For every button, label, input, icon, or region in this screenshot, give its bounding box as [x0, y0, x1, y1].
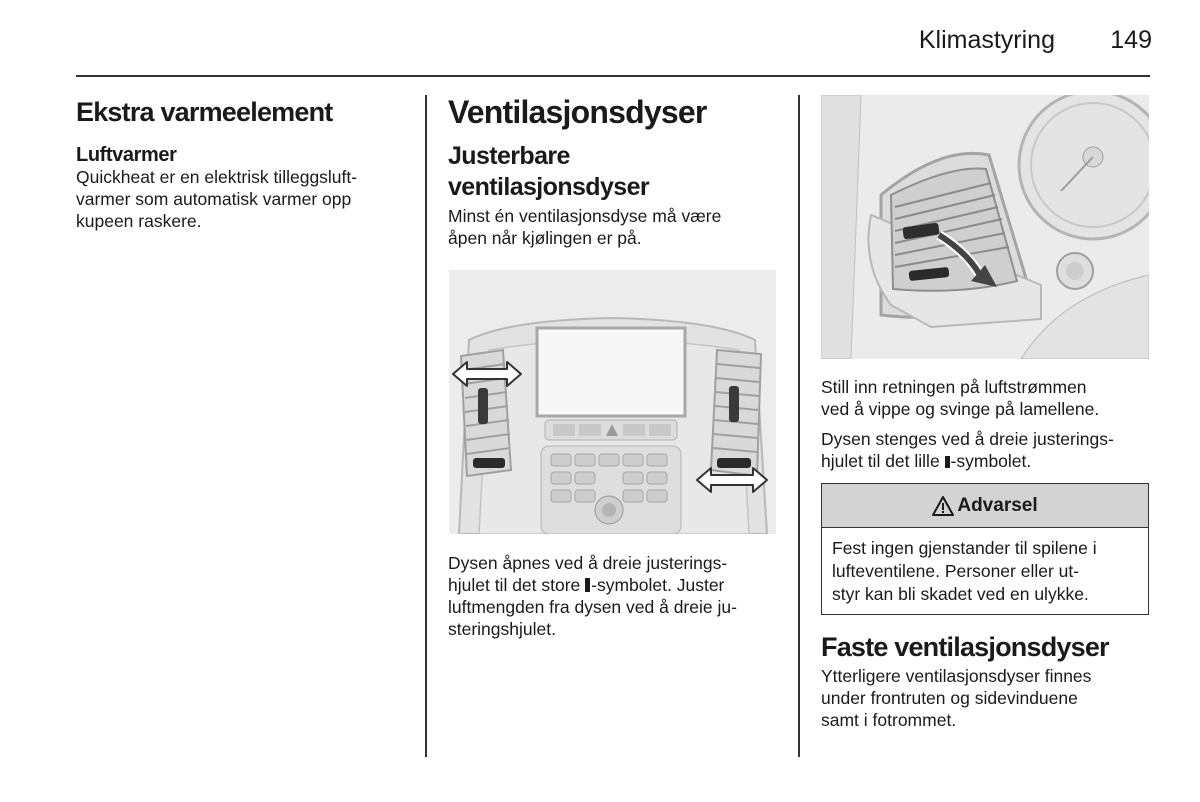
text-fragment: hjulet til det lille — [821, 451, 945, 471]
warning-line: Fest ingen gjenstander til spilene i — [832, 538, 1097, 558]
warning-triangle-icon — [932, 496, 954, 516]
subheading-air-heater: Luftvarmer — [76, 144, 177, 166]
warning-box — [821, 483, 1149, 615]
warning-title: Advarsel — [957, 494, 1038, 516]
page-number: 149 — [1110, 26, 1152, 54]
column-2-paragraph — [448, 552, 788, 640]
column-1 — [76, 96, 416, 232]
paragraph-line — [448, 574, 788, 596]
section-heading-extra-heater: Ekstra varmeelement — [76, 97, 333, 127]
section-heading-fixed-vents: Faste ventilasjonsdyser — [821, 632, 1109, 662]
paragraph-line: samt i fotrommet. — [821, 710, 957, 730]
vent-closeup-drawing — [821, 95, 1149, 359]
fixed-vents-section — [821, 631, 1151, 731]
warning-body — [822, 528, 1148, 614]
dashboard-vents-illustration — [449, 270, 776, 534]
column-divider-1 — [425, 95, 427, 757]
warning-line: lufteventilene. Personer eller ut- — [832, 561, 1080, 581]
column-divider-2 — [798, 95, 800, 757]
column-3-text — [821, 376, 1151, 472]
paragraph-line: steringshjulet. — [448, 619, 556, 639]
paragraph-line: Dysen stenges ved å dreie justerings- — [821, 429, 1114, 449]
large-symbol-icon — [585, 578, 590, 592]
paragraph-line: Quickheat er en elektrisk tilleggsluft- — [76, 167, 358, 187]
paragraph-line: luftmengden fra dysen ved å dreie ju- — [448, 597, 737, 617]
column-2 — [448, 93, 788, 249]
paragraph-line: ved å vippe og svinge på lamellene. — [821, 399, 1100, 419]
dashboard-vents-drawing — [449, 270, 776, 534]
text-fragment: -symbolet. — [950, 451, 1032, 471]
paragraph-line — [821, 450, 1151, 472]
header-rule — [76, 75, 1150, 77]
small-symbol-icon — [945, 456, 950, 468]
paragraph-line: Ytterligere ventilasjonsdyser finnes — [821, 666, 1092, 686]
paragraph-line: Minst én ventilasjonsdyse må være — [448, 206, 722, 226]
text-fragment: -symbolet. Juster — [591, 575, 725, 595]
paragraph-line: Dysen åpnes ved å dreie justerings- — [448, 553, 728, 573]
paragraph-line: kupeen raskere. — [76, 211, 202, 231]
paragraph-line: varmer som automatisk varmer opp — [76, 189, 352, 209]
paragraph-line: Still inn retningen på luftstrømmen — [821, 377, 1087, 397]
paragraph-line: åpen når kjølingen er på. — [448, 228, 642, 248]
subheading-adjustable-line: ventilasjonsdyser — [448, 173, 650, 201]
section-heading-vents: Ventilasjonsdyser — [448, 94, 707, 130]
warning-header — [822, 484, 1148, 528]
warning-line: styr kan bli skadet ved en ulykke. — [832, 584, 1089, 604]
text-fragment: hjulet til det store — [448, 575, 586, 595]
header-title: Klimastyring — [918, 26, 1055, 54]
vent-closeup-illustration — [821, 95, 1149, 359]
paragraph-line: under frontruten og sidevinduene — [821, 688, 1078, 708]
subheading-adjustable-line: Justerbare — [448, 142, 570, 170]
